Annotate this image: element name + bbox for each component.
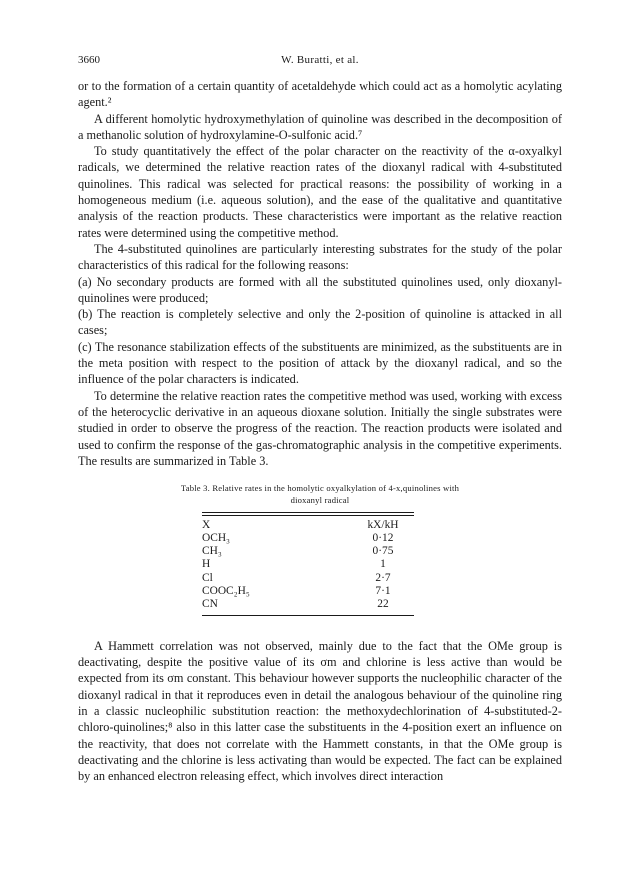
list-item: (c) The resonance stabilization effects of the substituents are minimized, as the substituents are in the meta position with respect to the position of attack by the dioxanyl radical, and so the influence of the polar characters is indicated. bbox=[78, 339, 562, 387]
paragraph: or to the formation of a certain quantity of acetaldehyde which could act as a homolytic acylating agent.² bbox=[78, 79, 562, 110]
substituent-cell: COOC₂H₅ bbox=[202, 584, 250, 597]
substituent-cell: OCH₃ bbox=[202, 532, 231, 545]
list-item: (a) No secondary products are formed with all the substituted quinolines used, only dioxanyl-quinolines were produced; bbox=[78, 274, 562, 305]
table-top-rule-inner bbox=[202, 515, 414, 516]
list-item: (b) The reaction is completely selective and only the 2-position of quinoline is attacked in all cases; bbox=[78, 307, 562, 338]
table-row bbox=[202, 572, 414, 585]
table-caption-line: dioxanyl radical bbox=[290, 494, 350, 505]
paragraph: A Hammett correlation was not observed, mainly due to the fact that the OMe group is deactivating, despite the positive value of its σm and chlorine is less active than would be expected from its σm constant. This behaviour however supports the nucleophilic character of the dioxanyl radical in that it reproduces even in detail the analogous behaviour of the quinoline ring in a classic nucleophilic substitution reaction: the methoxydechlorination of 4-substituted-2-chloro-quinolines;⁸ also in this latter case the substituents in the 4-position exert an influence on the reactivity, that does not correlate with the Hammett constants, in that the OMe group is deactivating and the chlorine is less activating than would be expected. The fact can be explained by an enhanced electron releasing effect, which involves direct interaction bbox=[78, 638, 562, 784]
table-bottom-rule bbox=[202, 615, 414, 616]
rate-cell: 0·75 bbox=[372, 545, 394, 558]
table-caption bbox=[78, 483, 562, 506]
results-table bbox=[202, 512, 414, 616]
table-row bbox=[202, 558, 414, 571]
substituent-cell: CH₃ bbox=[202, 545, 222, 558]
table-row bbox=[202, 532, 414, 545]
rate-cell: 2·7 bbox=[375, 571, 391, 584]
paragraph: To study quantitatively the effect of the polar character on the reactivity of the α-oxyalkyl radicals, we determined the relative reaction rates of the dioxanyl radical with 4-substituted quinolines. This radical was selected for practical reasons: the possibility of working in a homogeneous medium (i.e. aqueous solution), and the ease of the qualitative and quantitative analysis of the reaction products. These characteristics were important as the relative reaction rates were determined using the competitive method. bbox=[78, 144, 562, 240]
paragraph: The 4-substituted quinolines are particularly interesting substrates for the study of the polar characteristics of this radical for the following reasons: bbox=[78, 241, 562, 273]
paragraph: To determine the relative reaction rates the competitive method was used, working with excess of the heterocyclic derivative in an aqueous dioxane solution. Initially the single substrates were studied in order to observe the progress of the reaction. The reaction products were isolated and used to confirm the response of the gas-chromatographic analysis in the competitive experiments. The results are summarized in Table 3. bbox=[78, 388, 562, 468]
table-row bbox=[202, 545, 414, 558]
rate-cell: 1 bbox=[380, 558, 386, 571]
running-title: W. Buratti, et al. bbox=[281, 54, 359, 66]
table-row bbox=[202, 598, 414, 611]
column-header-x: X bbox=[202, 519, 211, 532]
rate-cell: 7·1 bbox=[375, 584, 391, 597]
table-caption-line: Table 3. Relative rates in the homolytic oxyalkylation of 4-x,quinolines with bbox=[180, 483, 460, 494]
article-body bbox=[78, 78, 562, 784]
table-header-row bbox=[202, 519, 414, 532]
rate-cell: 0·12 bbox=[372, 532, 394, 545]
paragraph: A different homolytic hydroxymethylation of quinoline was described in the decomposition of a methanolic solution of hydroxylamine-O-sulfonic acid.⁷ bbox=[78, 111, 562, 142]
page-number: 3660 bbox=[78, 54, 100, 66]
journal-page bbox=[78, 52, 562, 784]
column-header-k: kX/kH bbox=[367, 519, 399, 532]
table-top-rule bbox=[202, 512, 414, 513]
substituent-cell: Cl bbox=[202, 571, 213, 584]
rates-table bbox=[202, 519, 414, 611]
rate-cell: 22 bbox=[377, 597, 389, 610]
substituent-cell: CN bbox=[202, 597, 218, 610]
table-row bbox=[202, 585, 414, 598]
page-header bbox=[78, 52, 562, 70]
substituent-cell: H bbox=[202, 558, 211, 571]
